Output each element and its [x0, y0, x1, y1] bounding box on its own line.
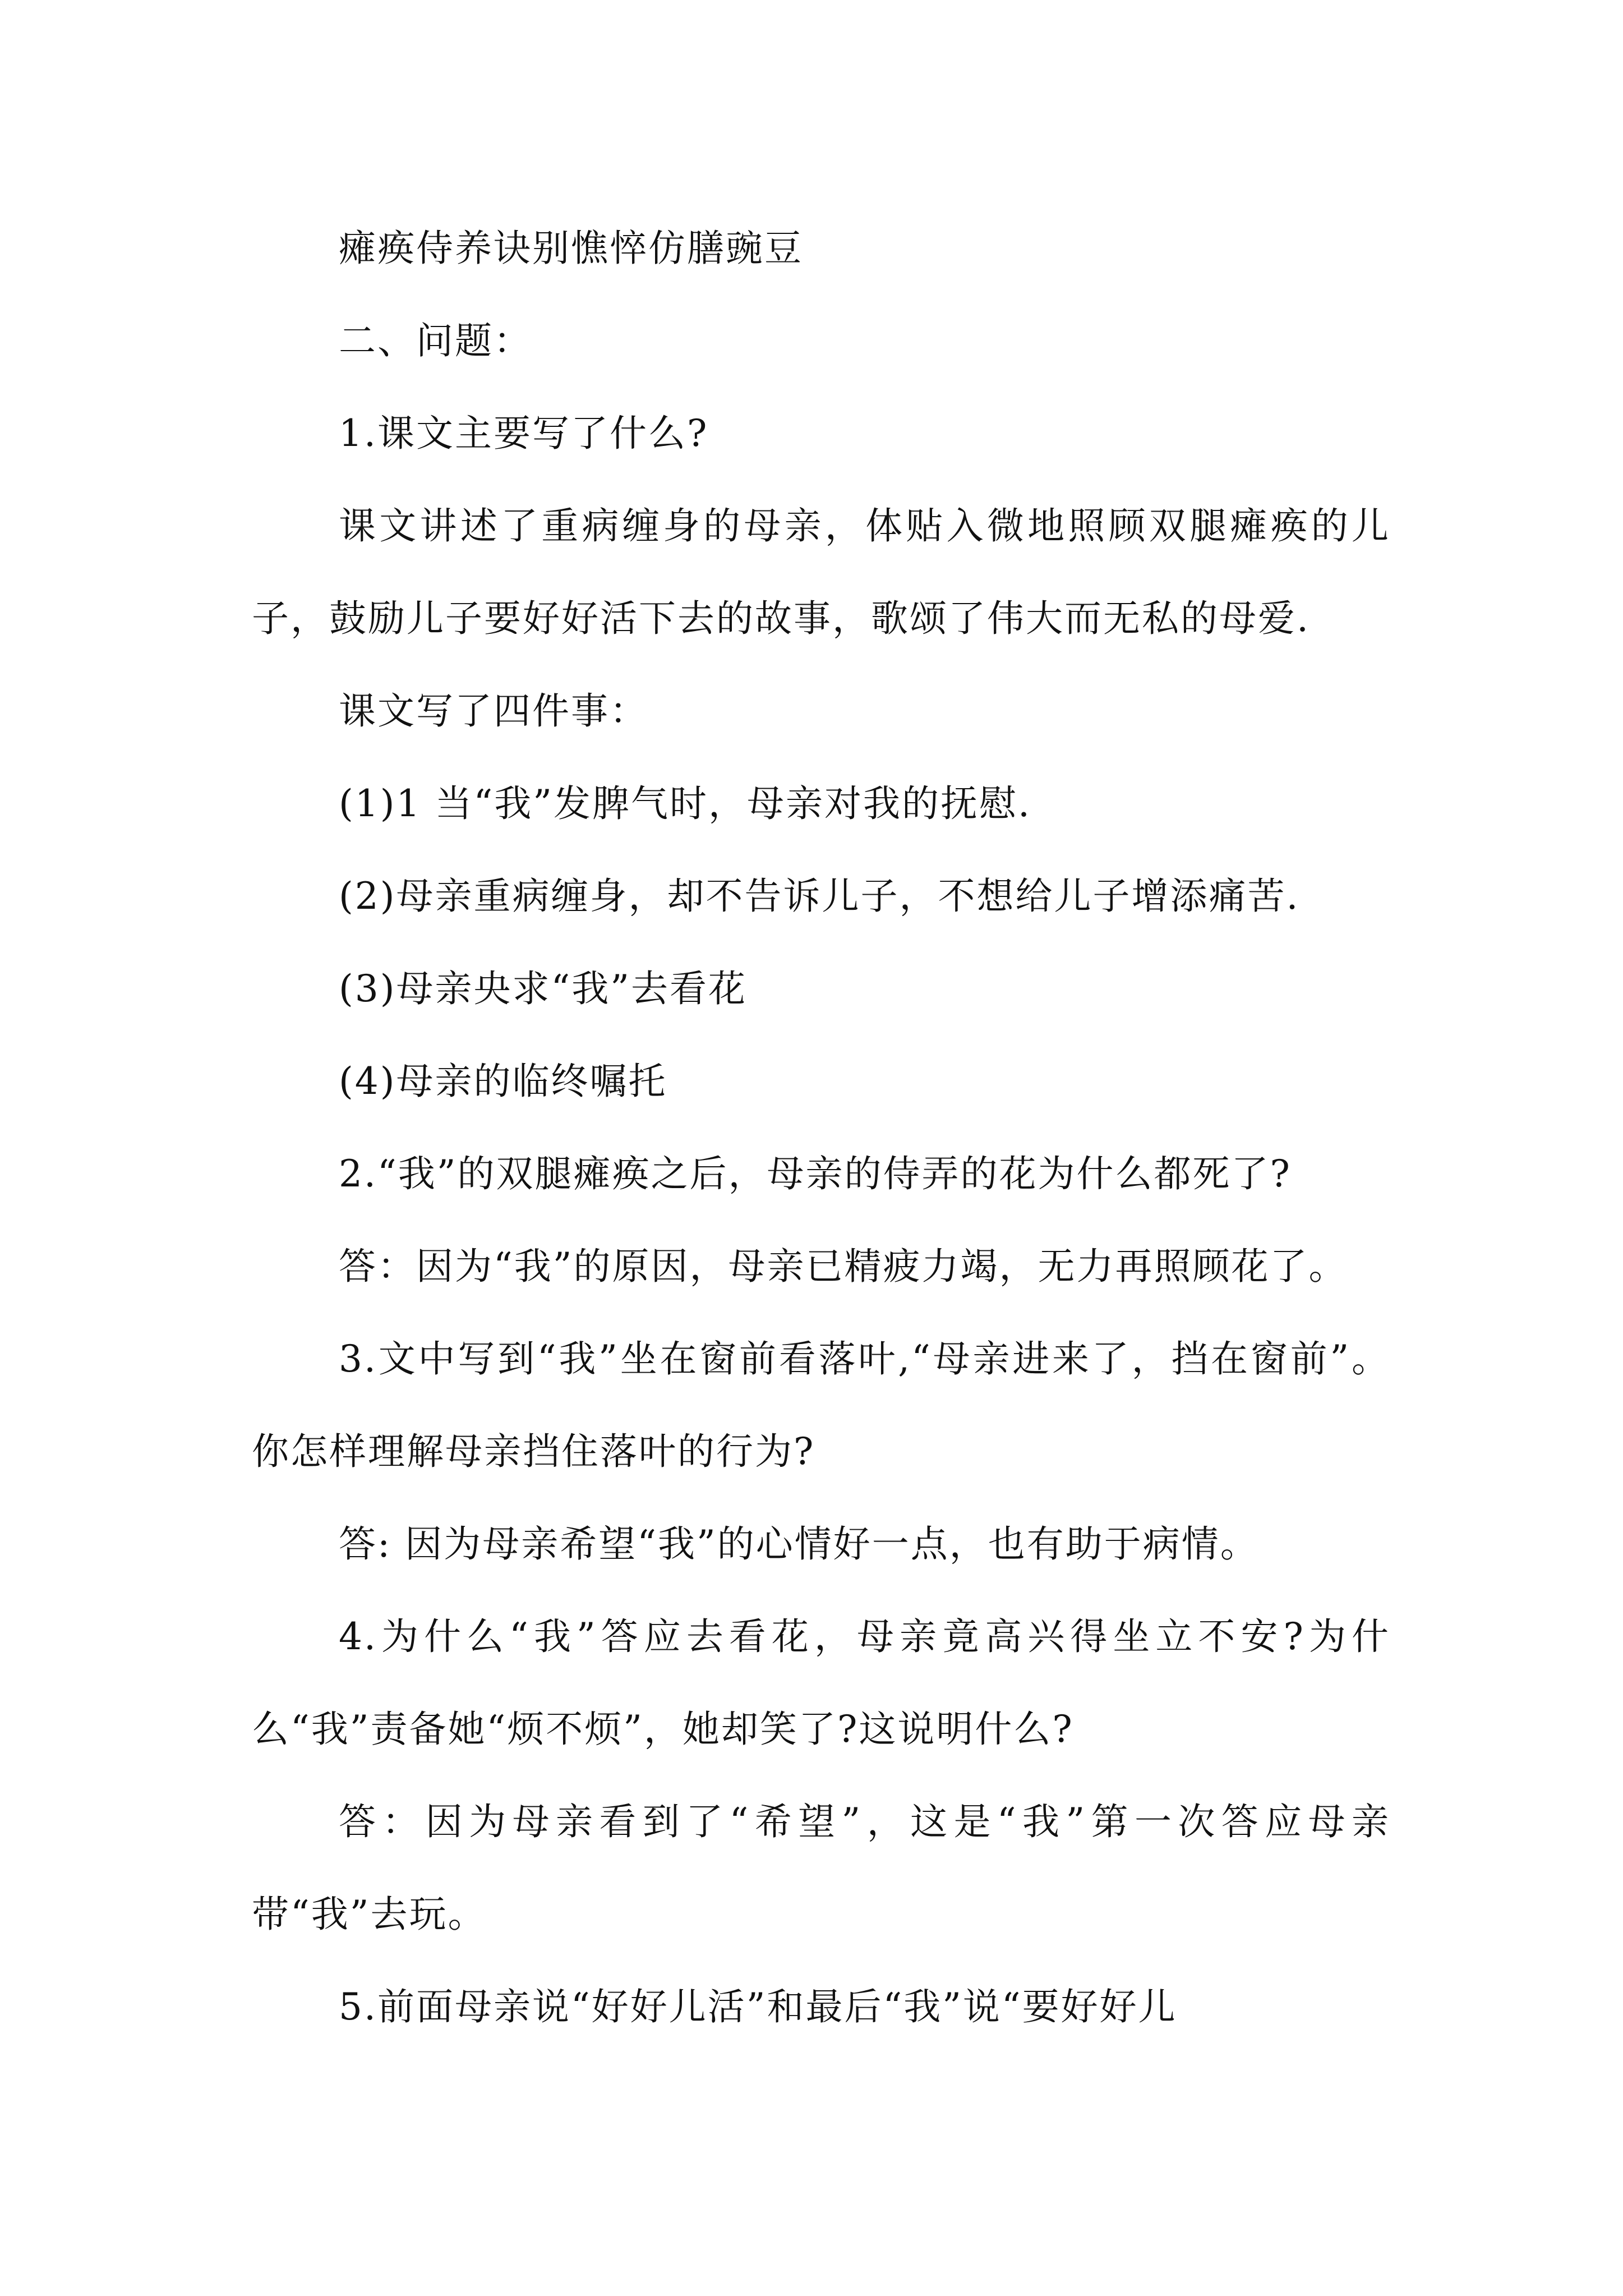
answer-3: 答: 因为母亲希望“我”的心情好一点，也有助于病情。	[339, 1522, 1259, 1566]
answer-4: 答：因为母亲看到了“希望”，这是“我”第一次答应母亲带“我”去玩。	[252, 1800, 1390, 1936]
answer-2: 答：因为“我”的原因，母亲已精疲力竭，无力再照顾花了。	[339, 1245, 1348, 1288]
vocabulary-line: 瘫痪侍养诀别憔悴仿膳豌豆	[339, 227, 803, 270]
event-3: (3)母亲央求“我”去看花	[339, 967, 747, 1010]
document-body	[252, 202, 1390, 2053]
question-4: 4.为什么“我”答应去看花，母亲竟高兴得坐立不安?为什么“我”责备她“烦不烦”，她却笑了?这说明什么?	[252, 1615, 1390, 1751]
event-1: (1)1 当“我”发脾气时，母亲对我的抚慰.	[339, 782, 1031, 825]
event-4: (4)母亲的临终嘱托	[339, 1060, 667, 1103]
question-3: 3.文中写到“我”坐在窗前看落叶,“母亲进来了，挡在窗前”。你怎样理解母亲挡住落叶的行为?	[252, 1337, 1390, 1473]
event-2: (2)母亲重病缠身，却不告诉儿子，不想给儿子增添痛苦.	[339, 875, 1300, 918]
question-5: 5.前面母亲说“好好儿活”和最后“我”说“要好好儿	[339, 1985, 1177, 2028]
question-2: 2.“我”的双腿瘫痪之后，母亲的侍弄的花为什么都死了?	[339, 1152, 1292, 1195]
answer-1-summary: 课文讲述了重病缠身的母亲，体贴入微地照顾双腿瘫痪的儿子，鼓励儿子要好好活下去的故事，歌颂了伟大而无私的母爱.	[252, 504, 1390, 640]
question-1: 1.课文主要写了什么?	[339, 412, 709, 455]
section-heading-questions: 二、问题：	[339, 319, 532, 362]
events-intro: 课文写了四件事：	[339, 689, 648, 733]
